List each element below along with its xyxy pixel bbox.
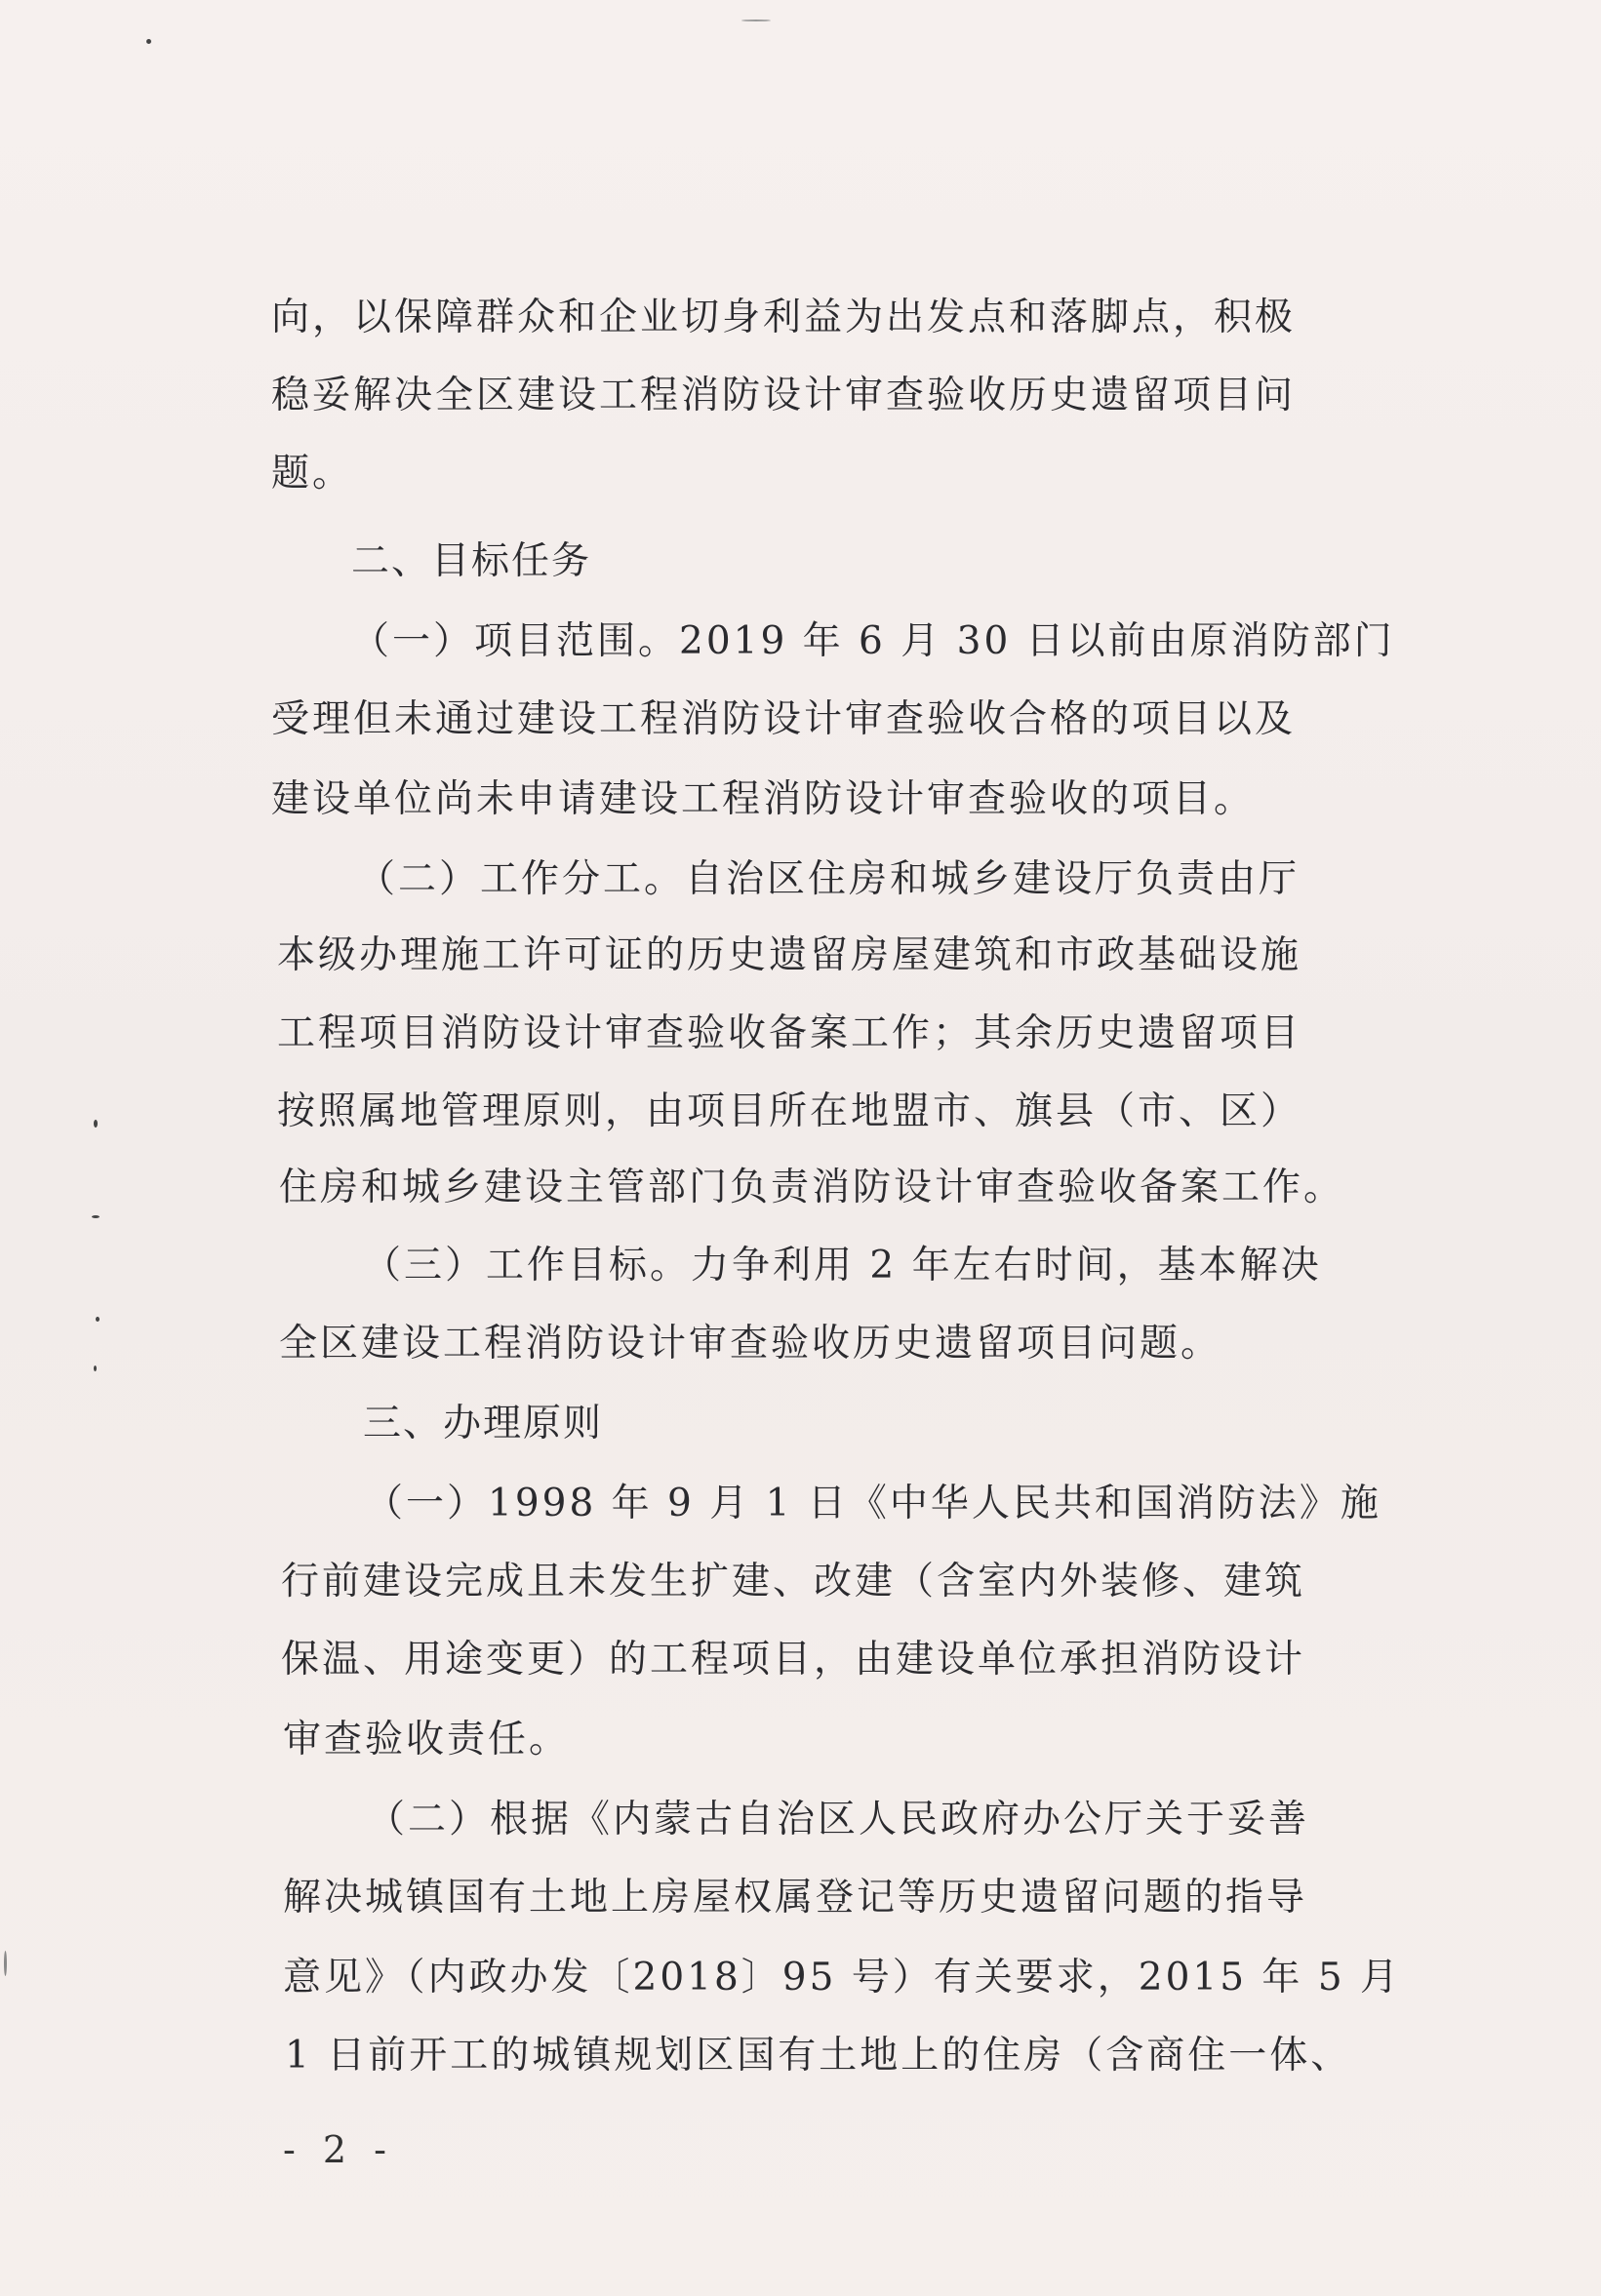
scan-speck [92,1215,100,1218]
text-line: 解决城镇国有土地上房屋权属登记等历史遗留问题的指导 [283,1876,1308,1920]
text-line: 工程项目消防设计审查验收备案工作；其余历史遗留项目 [277,1011,1302,1055]
page-number: - 2 - [283,2128,395,2171]
section-heading: 三、办理原则 [363,1402,604,1445]
text-line: 题。 [271,452,354,495]
text-line: 保温、用途变更）的工程项目，由建设单位承担消防设计 [281,1638,1306,1682]
text-line: 按照属地管理原则，由项目所在地盟市、旗县（市、区） [277,1089,1302,1133]
text-line: （二）工作分工。自治区住房和城乡建设厅负责由厅 [357,857,1301,901]
text-line: （一）项目范围。2019 年 6 月 30 日以前由原消防部门 [351,619,1395,663]
scan-speck [146,39,151,44]
text-line: （三）工作目标。力争利用 2 年左右时间，基本解决 [363,1244,1322,1287]
text-line: 建设单位尚未申请建设工程消防设计审查验收的项目。 [271,777,1256,821]
text-line: 住房和城乡建设主管部门负责消防设计审查验收备案工作。 [279,1166,1345,1209]
text-line: 受理但未通过建设工程消防设计审查验收合格的项目以及 [271,697,1297,741]
section-heading: 二、目标任务 [351,539,592,583]
text-line: 1 日前开工的城镇规划区国有土地上的住房（含商住一体、 [285,2034,1352,2078]
text-line: 向，以保障群众和企业切身利益为出发点和落脚点，积极 [271,296,1297,339]
scan-speck [94,1366,97,1371]
scan-speck [94,1120,98,1128]
text-line: 意见》（内政办发〔2018〕95 号）有关要求，2015 年 5 月 [283,1956,1402,1999]
text-line: 稳妥解决全区建设工程消防设计审查验收历史遗留项目问 [271,374,1297,417]
text-line: 行前建设完成且未发生扩建、改建（含室内外装修、建筑 [281,1560,1306,1603]
text-line: 审查验收责任。 [283,1718,571,1762]
text-line: （一）1998 年 9 月 1 日《中华人民共和国消防法》施 [365,1482,1381,1525]
text-line: （二）根据《内蒙古自治区人民政府办公厅关于妥善 [367,1798,1310,1841]
scan-speck [4,1951,7,1976]
text-line: 本级办理施工许可证的历史遗留房屋建筑和市政基础设施 [277,933,1302,977]
scan-speck [96,1317,100,1322]
text-line: 全区建设工程消防设计审查验收历史遗留项目问题。 [279,1322,1222,1366]
scan-speck [741,20,771,21]
